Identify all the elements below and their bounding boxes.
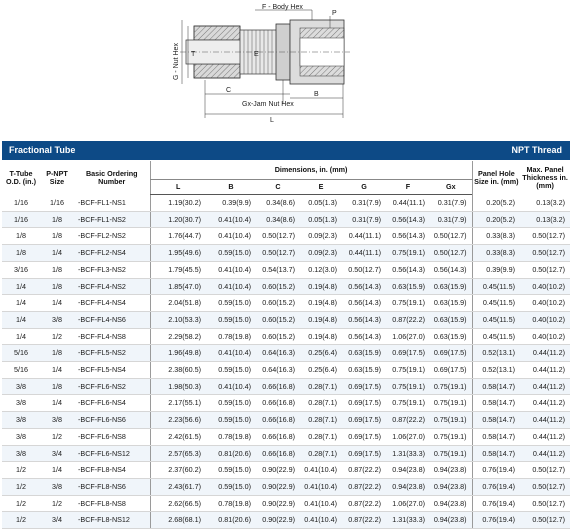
cell-panel-hole: 0.76(19.4) — [472, 512, 520, 529]
cell-dim-c: 0.66(16.8) — [256, 428, 300, 445]
cell-dim-f: 0.63(15.9) — [386, 278, 430, 295]
cell-dim-e: 0.28(7.1) — [300, 395, 342, 412]
cell-panel-thickness: 0.50(12.7) — [520, 478, 570, 495]
table-row — [2, 478, 570, 495]
cell-dim-c: 0.60(15.2) — [256, 328, 300, 345]
cell-dim-c: 0.60(15.2) — [256, 311, 300, 328]
cell-dim-e: 0.41(10.4) — [300, 512, 342, 529]
cell-tube-od: 1/4 — [2, 295, 40, 312]
cell-dim-b: 0.59(15.0) — [206, 412, 256, 429]
table-row — [2, 495, 570, 512]
cell-panel-thickness: 0.44(11.2) — [520, 412, 570, 429]
cell-dim-e: 0.09(2.3) — [300, 228, 342, 245]
cell-dim-e: 0.12(3.0) — [300, 261, 342, 278]
table-row — [2, 512, 570, 529]
cell-dim-l: 2.17(55.1) — [150, 395, 206, 412]
cell-dim-e: 0.25(6.4) — [300, 345, 342, 362]
cell-dim-c: 0.50(12.7) — [256, 228, 300, 245]
cell-dim-e: 0.19(4.8) — [300, 278, 342, 295]
cell-dim-l: 1.20(30.7) — [150, 211, 206, 228]
cell-ordering-number: -BCF-FL8-NS12 — [74, 512, 150, 529]
cell-dim-l: 1.76(44.7) — [150, 228, 206, 245]
cell-panel-thickness: 0.50(12.7) — [520, 512, 570, 529]
cell-dim-c: 0.34(8.6) — [256, 211, 300, 228]
cell-dim-b: 0.81(20.6) — [206, 445, 256, 462]
cell-dim-g: 0.31(7.9) — [342, 195, 386, 212]
cell-ordering-number: -BCF-FL4-NS6 — [74, 311, 150, 328]
cell-tube-od: 1/2 — [2, 512, 40, 529]
cell-ordering-number: -BCF-FL8-NS8 — [74, 495, 150, 512]
cell-panel-hole: 0.39(9.9) — [472, 261, 520, 278]
table-row — [2, 245, 570, 262]
cell-dim-c: 0.64(16.3) — [256, 362, 300, 379]
cell-npt-size: 3/8 — [40, 412, 74, 429]
table-row — [2, 395, 570, 412]
cell-dim-g: 0.69(17.5) — [342, 412, 386, 429]
cell-dim-g: 0.56(14.3) — [342, 278, 386, 295]
cell-panel-thickness: 0.40(10.2) — [520, 328, 570, 345]
cell-dim-c: 0.60(15.2) — [256, 295, 300, 312]
cell-dim-c: 0.54(13.7) — [256, 261, 300, 278]
cell-dim-b: 0.59(15.0) — [206, 311, 256, 328]
cell-dim-f: 0.44(11.1) — [386, 195, 430, 212]
cell-dim-e: 0.41(10.4) — [300, 495, 342, 512]
cell-panel-hole: 0.20(5.2) — [472, 211, 520, 228]
cell-dim-b: 0.59(15.0) — [206, 478, 256, 495]
cell-dim-gx: 0.63(15.9) — [430, 295, 472, 312]
header-dim-gx: Gx — [430, 180, 472, 195]
header-dimensions: Dimensions, in. (mm) — [150, 161, 472, 180]
cell-dim-f: 0.75(19.1) — [386, 295, 430, 312]
cell-panel-hole: 0.45(11.5) — [472, 311, 520, 328]
cell-panel-hole: 0.76(19.4) — [472, 495, 520, 512]
cell-npt-size: 1/8 — [40, 278, 74, 295]
cell-tube-od: 1/8 — [2, 228, 40, 245]
cell-dim-gx: 0.94(23.8) — [430, 512, 472, 529]
label-nut-hex: G - Nut Hex — [173, 43, 180, 80]
cell-dim-l: 2.23(56.6) — [150, 412, 206, 429]
cell-dim-b: 0.41(10.4) — [206, 261, 256, 278]
cell-dim-g: 0.56(14.3) — [342, 311, 386, 328]
cell-tube-od: 1/16 — [2, 195, 40, 212]
cell-tube-od: 3/8 — [2, 445, 40, 462]
cell-dim-c: 0.66(16.8) — [256, 445, 300, 462]
cell-ordering-number: -BCF-FL1-NS1 — [74, 195, 150, 212]
cell-dim-gx: 0.69(17.5) — [430, 345, 472, 362]
cell-panel-hole: 0.20(5.2) — [472, 195, 520, 212]
table-row — [2, 378, 570, 395]
table-body — [2, 195, 570, 529]
cell-dim-f: 1.06(27.0) — [386, 428, 430, 445]
cell-tube-od: 1/2 — [2, 478, 40, 495]
cell-panel-hole: 0.58(14.7) — [472, 378, 520, 395]
cell-npt-size: 1/4 — [40, 395, 74, 412]
cell-dim-b: 0.78(19.8) — [206, 328, 256, 345]
table-row — [2, 261, 570, 278]
cell-npt-size: 1/8 — [40, 261, 74, 278]
cell-dim-g: 0.50(12.7) — [342, 261, 386, 278]
cell-dim-e: 0.28(7.1) — [300, 445, 342, 462]
cell-ordering-number: -BCF-FL6-NS12 — [74, 445, 150, 462]
cell-npt-size: 1/2 — [40, 428, 74, 445]
cell-tube-od: 1/4 — [2, 311, 40, 328]
cell-dim-l: 1.98(50.3) — [150, 378, 206, 395]
cell-dim-gx: 0.63(15.9) — [430, 311, 472, 328]
cell-tube-od: 3/8 — [2, 378, 40, 395]
cell-dim-g: 0.69(17.5) — [342, 445, 386, 462]
cell-ordering-number: -BCF-FL2-NS2 — [74, 228, 150, 245]
cell-panel-hole: 0.33(8.3) — [472, 245, 520, 262]
cell-dim-f: 0.56(14.3) — [386, 261, 430, 278]
cell-npt-size: 1/8 — [40, 345, 74, 362]
cell-ordering-number: -BCF-FL5-NS4 — [74, 362, 150, 379]
header-dim-f: F — [386, 180, 430, 195]
cell-ordering-number: -BCF-FL6-NS4 — [74, 395, 150, 412]
fitting-drawing — [0, 0, 572, 140]
cell-dim-gx: 0.94(23.8) — [430, 462, 472, 479]
cell-dim-gx: 0.75(19.1) — [430, 395, 472, 412]
cell-dim-l: 2.04(51.8) — [150, 295, 206, 312]
table-row — [2, 211, 570, 228]
cell-dim-b: 0.78(19.8) — [206, 428, 256, 445]
cell-ordering-number: -BCF-FL3-NS2 — [74, 261, 150, 278]
cell-dim-e: 0.25(6.4) — [300, 362, 342, 379]
cell-panel-hole: 0.76(19.4) — [472, 478, 520, 495]
cell-ordering-number: -BCF-FL2-NS4 — [74, 245, 150, 262]
cell-npt-size: 3/8 — [40, 311, 74, 328]
cell-npt-size: 1/4 — [40, 362, 74, 379]
cell-dim-b: 0.59(15.0) — [206, 245, 256, 262]
cell-dim-gx: 0.31(7.9) — [430, 211, 472, 228]
cell-panel-hole: 0.58(14.7) — [472, 412, 520, 429]
cell-dim-e: 0.19(4.8) — [300, 328, 342, 345]
cell-dim-gx: 0.94(23.8) — [430, 478, 472, 495]
cell-dim-l: 1.19(30.2) — [150, 195, 206, 212]
cell-dim-l: 2.42(61.5) — [150, 428, 206, 445]
cell-dim-e: 0.41(10.4) — [300, 478, 342, 495]
cell-dim-f: 0.56(14.3) — [386, 211, 430, 228]
cell-npt-size: 3/4 — [40, 512, 74, 529]
cell-dim-gx: 0.63(15.9) — [430, 328, 472, 345]
cell-dim-gx: 0.50(12.7) — [430, 228, 472, 245]
cell-dim-b: 0.41(10.4) — [206, 278, 256, 295]
cell-dim-b: 0.59(15.0) — [206, 462, 256, 479]
cell-tube-od: 3/8 — [2, 412, 40, 429]
cell-dim-f: 0.75(19.1) — [386, 378, 430, 395]
cell-dim-f: 0.75(19.1) — [386, 362, 430, 379]
label-body-hex: F - Body Hex — [262, 4, 303, 11]
cell-tube-od: 3/8 — [2, 428, 40, 445]
cell-dim-b: 0.81(20.6) — [206, 512, 256, 529]
table-row — [2, 428, 570, 445]
cell-dim-e: 0.05(1.3) — [300, 211, 342, 228]
cell-ordering-number: -BCF-FL6-NS8 — [74, 428, 150, 445]
label-c: C — [226, 87, 232, 94]
table-row — [2, 412, 570, 429]
cell-dim-e: 0.28(7.1) — [300, 428, 342, 445]
header-ordering: Basic Ordering Number — [85, 168, 138, 186]
cell-dim-c: 0.60(15.2) — [256, 278, 300, 295]
cell-dim-g: 0.56(14.3) — [342, 328, 386, 345]
cell-panel-hole: 0.45(11.5) — [472, 328, 520, 345]
cell-tube-od: 1/2 — [2, 495, 40, 512]
cell-dim-g: 0.63(15.9) — [342, 345, 386, 362]
cell-dim-e: 0.05(1.3) — [300, 195, 342, 212]
header-panel-hole: Panel Hole Size in. (mm) — [472, 161, 520, 195]
header-dim-g: G — [342, 180, 386, 195]
cell-panel-hole: 0.58(14.7) — [472, 445, 520, 462]
cell-ordering-number: -BCF-FL4-NS8 — [74, 328, 150, 345]
header-dim-e: E — [300, 180, 342, 195]
cell-dim-b: 0.41(10.4) — [206, 228, 256, 245]
cell-ordering-number: -BCF-FL4-NS4 — [74, 295, 150, 312]
cell-panel-thickness: 0.44(11.2) — [520, 362, 570, 379]
cell-dim-c: 0.90(22.9) — [256, 462, 300, 479]
cell-npt-size: 1/2 — [40, 495, 74, 512]
cell-panel-thickness: 0.50(12.7) — [520, 261, 570, 278]
cell-dim-l: 2.37(60.2) — [150, 462, 206, 479]
cell-dim-gx: 0.94(23.8) — [430, 495, 472, 512]
label-l: L — [270, 117, 274, 124]
cell-dim-f: 0.87(22.2) — [386, 311, 430, 328]
cell-panel-thickness: 0.13(3.2) — [520, 195, 570, 212]
cell-dim-c: 0.90(22.9) — [256, 512, 300, 529]
cell-npt-size: 1/8 — [40, 211, 74, 228]
cell-dim-g: 0.56(14.3) — [342, 295, 386, 312]
cell-dim-f: 0.94(23.8) — [386, 462, 430, 479]
cell-dim-gx: 0.56(14.3) — [430, 261, 472, 278]
cell-panel-thickness: 0.44(11.2) — [520, 378, 570, 395]
cell-dim-g: 0.87(22.2) — [342, 495, 386, 512]
cell-tube-od: 3/16 — [2, 261, 40, 278]
dimensions-table — [2, 161, 570, 529]
cell-dim-e: 0.09(2.3) — [300, 245, 342, 262]
cell-dim-c: 0.64(16.3) — [256, 345, 300, 362]
table-row — [2, 445, 570, 462]
cell-panel-hole: 0.45(11.5) — [472, 278, 520, 295]
cell-dim-g: 0.69(17.5) — [342, 428, 386, 445]
table-row — [2, 295, 570, 312]
cell-dim-c: 0.66(16.8) — [256, 395, 300, 412]
cell-dim-f: 0.69(17.5) — [386, 345, 430, 362]
cell-panel-thickness: 0.44(11.2) — [520, 428, 570, 445]
cell-panel-hole: 0.52(13.1) — [472, 345, 520, 362]
label-t: T — [191, 51, 196, 58]
cell-dim-l: 2.57(65.3) — [150, 445, 206, 462]
cell-dim-e: 0.28(7.1) — [300, 378, 342, 395]
cell-dim-g: 0.87(22.2) — [342, 478, 386, 495]
cell-tube-od: 1/16 — [2, 211, 40, 228]
cell-dim-g: 0.63(15.9) — [342, 362, 386, 379]
cell-tube-od: 1/4 — [2, 328, 40, 345]
cell-dim-f: 1.31(33.3) — [386, 445, 430, 462]
cell-dim-gx: 0.63(15.9) — [430, 278, 472, 295]
cell-dim-e: 0.19(4.8) — [300, 295, 342, 312]
cell-npt-size: 1/4 — [40, 295, 74, 312]
cell-ordering-number: -BCF-FL8-NS6 — [74, 478, 150, 495]
cell-dim-gx: 0.75(19.1) — [430, 445, 472, 462]
cell-ordering-number: -BCF-FL1-NS2 — [74, 211, 150, 228]
cell-panel-thickness: 0.40(10.2) — [520, 311, 570, 328]
table-title-band — [2, 141, 570, 160]
cell-dim-l: 2.38(60.5) — [150, 362, 206, 379]
cell-dim-b: 0.41(10.4) — [206, 211, 256, 228]
cell-dim-c: 0.90(22.9) — [256, 495, 300, 512]
cell-npt-size: 3/8 — [40, 478, 74, 495]
cell-panel-thickness: 0.44(11.2) — [520, 395, 570, 412]
header-dim-c: C — [256, 180, 300, 195]
cell-dim-b: 0.59(15.0) — [206, 395, 256, 412]
header-dim-b: B — [206, 180, 256, 195]
cell-dim-gx: 0.75(19.1) — [430, 378, 472, 395]
cell-dim-e: 0.28(7.1) — [300, 412, 342, 429]
cell-npt-size: 1/4 — [40, 462, 74, 479]
cell-dim-b: 0.59(15.0) — [206, 362, 256, 379]
cell-dim-f: 0.94(23.8) — [386, 478, 430, 495]
cell-dim-g: 0.69(17.5) — [342, 378, 386, 395]
label-e: E — [254, 51, 259, 58]
cell-dim-b: 0.78(19.8) — [206, 495, 256, 512]
cell-panel-thickness: 0.40(10.2) — [520, 278, 570, 295]
cell-dim-gx: 0.50(12.7) — [430, 245, 472, 262]
cell-dim-l: 2.62(66.5) — [150, 495, 206, 512]
cell-dim-l: 1.85(47.0) — [150, 278, 206, 295]
table-row — [2, 311, 570, 328]
cell-npt-size: 1/16 — [40, 195, 74, 212]
cell-npt-size: 3/4 — [40, 445, 74, 462]
table-title: Fractional Tube — [9, 145, 76, 155]
table-row — [2, 462, 570, 479]
thread-type: NPT Thread — [511, 145, 562, 155]
cell-dim-e: 0.19(4.8) — [300, 311, 342, 328]
cell-dim-f: 1.06(27.0) — [386, 495, 430, 512]
cell-dim-f: 1.31(33.3) — [386, 512, 430, 529]
cell-dim-gx: 0.69(17.5) — [430, 362, 472, 379]
cell-dim-f: 0.87(22.2) — [386, 412, 430, 429]
cell-panel-thickness: 0.50(12.7) — [520, 462, 570, 479]
cell-dim-gx: 0.75(19.1) — [430, 412, 472, 429]
cell-dim-gx: 0.75(19.1) — [430, 428, 472, 445]
header-panel-thickness: Max. Panel Thickness in. (mm) — [522, 164, 568, 190]
cell-dim-gx: 0.31(7.9) — [430, 195, 472, 212]
cell-dim-b: 0.41(10.4) — [206, 378, 256, 395]
cell-panel-hole: 0.58(14.7) — [472, 395, 520, 412]
table-row — [2, 345, 570, 362]
cell-panel-hole: 0.45(11.5) — [472, 295, 520, 312]
cell-dim-f: 0.75(19.1) — [386, 245, 430, 262]
cell-dim-b: 0.59(15.0) — [206, 295, 256, 312]
cell-dim-b: 0.41(10.4) — [206, 345, 256, 362]
cell-dim-g: 0.31(7.9) — [342, 211, 386, 228]
cell-dim-g: 0.87(22.2) — [342, 512, 386, 529]
cell-dim-l: 1.79(45.5) — [150, 261, 206, 278]
cell-tube-od: 3/8 — [2, 395, 40, 412]
cell-tube-od: 1/2 — [2, 462, 40, 479]
cell-tube-od: 5/16 — [2, 345, 40, 362]
cell-panel-hole: 0.58(14.7) — [472, 428, 520, 445]
cell-dim-l: 2.29(58.2) — [150, 328, 206, 345]
cell-panel-thickness: 0.13(3.2) — [520, 211, 570, 228]
cell-panel-thickness: 0.50(12.7) — [520, 245, 570, 262]
cell-ordering-number: -BCF-FL6-NS6 — [74, 412, 150, 429]
cell-dim-l: 2.68(68.1) — [150, 512, 206, 529]
cell-dim-l: 1.95(49.6) — [150, 245, 206, 262]
table-row — [2, 228, 570, 245]
label-p: P — [332, 10, 337, 17]
cell-dim-g: 0.44(11.1) — [342, 228, 386, 245]
cell-panel-thickness: 0.44(11.2) — [520, 445, 570, 462]
cell-npt-size: 1/8 — [40, 228, 74, 245]
table-row — [2, 195, 570, 212]
cell-panel-thickness: 0.50(12.7) — [520, 228, 570, 245]
cell-ordering-number: -BCF-FL4-NS2 — [74, 278, 150, 295]
cell-dim-l: 2.10(53.3) — [150, 311, 206, 328]
cell-tube-od: 5/16 — [2, 362, 40, 379]
cell-dim-l: 1.96(49.8) — [150, 345, 206, 362]
cell-dim-c: 0.66(16.8) — [256, 412, 300, 429]
cell-dim-g: 0.69(17.5) — [342, 395, 386, 412]
cell-dim-f: 1.06(27.0) — [386, 328, 430, 345]
cell-npt-size: 1/4 — [40, 245, 74, 262]
cell-dim-c: 0.34(8.6) — [256, 195, 300, 212]
cell-dim-c: 0.90(22.9) — [256, 478, 300, 495]
cell-panel-thickness: 0.44(11.2) — [520, 345, 570, 362]
cell-dim-c: 0.50(12.7) — [256, 245, 300, 262]
header-npt: P-NPT Size — [46, 168, 68, 186]
cell-panel-hole: 0.76(19.4) — [472, 462, 520, 479]
table-row — [2, 328, 570, 345]
cell-dim-e: 0.41(10.4) — [300, 462, 342, 479]
table-row — [2, 362, 570, 379]
table-row — [2, 278, 570, 295]
cell-dim-g: 0.87(22.2) — [342, 462, 386, 479]
cell-ordering-number: -BCF-FL5-NS2 — [74, 345, 150, 362]
header-dim-l: L — [150, 180, 206, 195]
cell-dim-g: 0.44(11.1) — [342, 245, 386, 262]
cell-dim-f: 0.75(19.1) — [386, 395, 430, 412]
cell-ordering-number: -BCF-FL8-NS4 — [74, 462, 150, 479]
cell-panel-hole: 0.52(13.1) — [472, 362, 520, 379]
cell-dim-b: 0.39(9.9) — [206, 195, 256, 212]
cell-panel-hole: 0.33(8.3) — [472, 228, 520, 245]
cell-panel-thickness: 0.40(10.2) — [520, 295, 570, 312]
label-jam-nut-hex: Gx-Jam Nut Hex — [242, 101, 294, 108]
cell-tube-od: 1/4 — [2, 278, 40, 295]
header-tube-od: T-Tube O.D. (in.) — [6, 168, 36, 186]
cell-npt-size: 1/8 — [40, 378, 74, 395]
cell-dim-f: 0.56(14.3) — [386, 228, 430, 245]
label-b: B — [314, 91, 319, 98]
cell-panel-thickness: 0.50(12.7) — [520, 495, 570, 512]
cell-npt-size: 1/2 — [40, 328, 74, 345]
cell-tube-od: 1/8 — [2, 245, 40, 262]
cell-dim-l: 2.43(61.7) — [150, 478, 206, 495]
cell-dim-c: 0.66(16.8) — [256, 378, 300, 395]
cell-ordering-number: -BCF-FL6-NS2 — [74, 378, 150, 395]
